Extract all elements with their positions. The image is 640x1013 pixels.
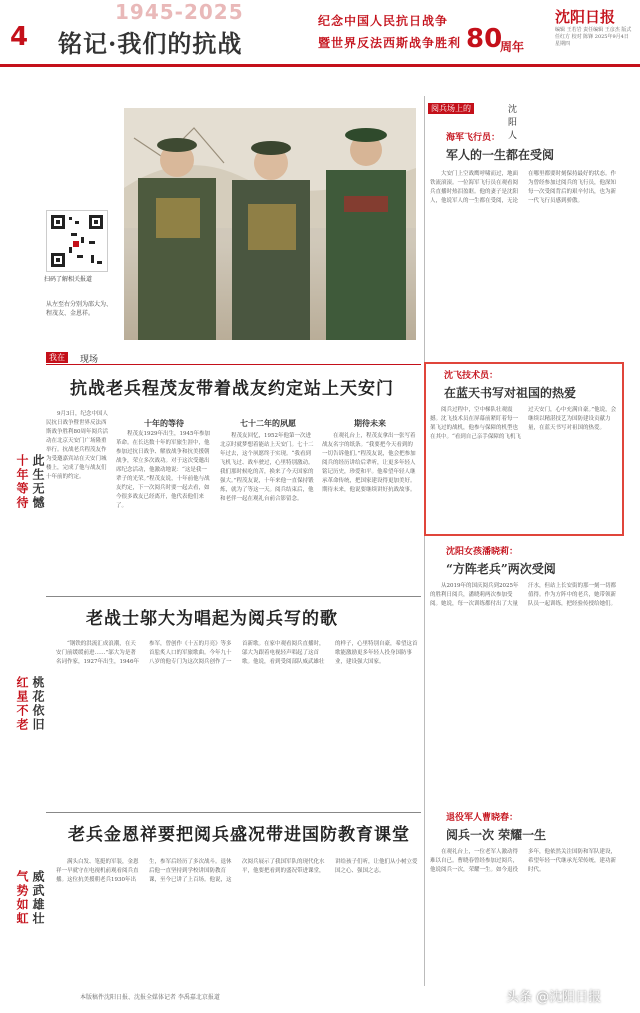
main-col3-text: 在观礼台上，程茂友拿出一张写着战友名字的纸条。“我要把今天看到的一切告诉他们。”程茂友说，他会把参加阅兵的经历讲给后辈听，让更多年轻人铭记历史，珍爱和平。他希望年轻人继承革命传统，把国家建设得更加美好。期待未来，他说要继续讲好抗战故事。 — [322, 433, 416, 493]
footer-note: 本版稿件沈阳日报、沈报全媒体记者 李禹嘉北京报道 — [80, 994, 220, 1001]
article3-sidebar-black: 威武雄壮 — [31, 870, 45, 926]
story2-text: 阅兵过程中，空中梯队壮观震撼。沈飞技术员在屏幕前紧盯着每一架飞过的战机，他参与保障的机型也在其中。“看到自己亲手保障的飞机飞过天安门，心中充满自豪。”他说，会继续以精湛技艺为国防建设贡献力量，在蓝天书写对祖国的热爱。 — [430, 407, 617, 440]
story1-body — [430, 170, 620, 356]
main-lead-text: 9月3日，纪念中国人民抗日战争暨世界反法西斯战争胜利80周年阅兵活动在北京天安门广场隆重举行。抗战老兵程茂友作为受邀嘉宾站在天安门城楼上，完成了他与战友们十年前的约定。 — [46, 411, 108, 480]
story4-body — [430, 848, 620, 980]
anniversary-unit: 周年 — [500, 40, 525, 54]
main-col3 — [322, 432, 418, 582]
page-header — [0, 0, 640, 66]
section-tag: 我在 — [46, 352, 68, 363]
years-banner: 1945-2025 — [115, 0, 244, 24]
article-divider-2 — [46, 812, 421, 813]
story3-sub: 沈阳女孩潘晓莉： — [446, 547, 519, 557]
main-col2-text: 程茂友回忆，1952年他第一次进北京时就梦想着能站上天安门。七十二年过去，这个夙愿终于实现。“我看到飞机飞过、战车驶过，心里特别激动。我们那时候吃的苦，换来了今天国家的强大。”程茂友说，十年来他一直保持锻炼，就为了等这一天。阅兵结束后，他和老伴一起在观礼台前合影留念。 — [220, 433, 314, 502]
article3-text: 满头白发、笔挺的军装，金恩祥一早就守在电视机前观看阅兵直播。这位抗美援朝老兵1930年出生，参军后经历了多次战斗。退休后他一直坚持到学校讲国防教育课，至今已讲了上百场。他说，这次阅兵展示了我国军队的现代化水平，他要把看到的盛况带进课堂，讲给孩子们听，让他们从小树立爱国之心、强国之志。 — [56, 859, 418, 883]
right-section-label: 沈阳人 — [508, 105, 518, 141]
source-watermark: 头条 @沈阳日报 — [506, 990, 602, 1005]
right-section-tag: 阅兵场上的 — [428, 103, 474, 114]
article2-headline: 老战士邬大为唱起为阅兵写的歌 — [86, 609, 338, 629]
story3-body — [430, 582, 620, 802]
story1-text: 大安门上空战鹰呼啸而过，地面铁流滚滚。一位海军飞行员在观看阅兵直播时热泪盈眶。他的妻子是沈阳人，他说军人的一生都在受阅，无论在哪里都要时刻保持最好的状态。作为曾经参加过阅兵的飞行员，他深知每一次受阅背后的艰辛付出，也为新一代飞行员感到骄傲。 — [430, 171, 617, 204]
page-number: 4 — [10, 22, 29, 52]
story1-headline: 军人的一生都在受阅 — [446, 148, 555, 162]
article3-headline: 老兵金恩祥要把阅兵盛况带进国防教育课堂 — [68, 825, 410, 845]
column-divider — [424, 96, 425, 986]
main-headline: 抗战老兵程茂友带着战友约定站上天安门 — [70, 379, 394, 399]
photo-caption: 从左至右分别为邵大为、程茂友、金恩祥。 — [46, 301, 113, 317]
story4-text: 在观礼台上，一位老军人激动得难以自已。曹晓春曾经参加过阅兵，他说阅兵一次，荣耀一生。如今退役多年，他依然关注国防和军队建设，希望年轻一代继承光荣传统，建功新时代。 — [430, 849, 617, 873]
section-bar — [46, 351, 421, 365]
page-title: 铭记·我们的抗战 — [58, 29, 243, 58]
story3-headline: “方阵老兵”两次受阅 — [446, 562, 556, 576]
paper-logo: 沈阳日报 — [555, 8, 616, 26]
story3-text: 从2019年的国庆阅兵到2025年的胜利日阅兵，潘晓莉两次参加受阅。她说，每一次训练都付出了大量汗水，但站上长安街的那一刻一切都值得。作为方阵中的老兵，她带领新队员一起训练，把经验传授给她们。 — [430, 583, 617, 607]
article3-body — [56, 858, 420, 982]
article2-body — [56, 640, 420, 808]
qr-code-icon — [47, 211, 107, 271]
main-col1-text: 程茂友1929年出生，1945年参加革命。在长达数十年的军旅生涯中，他参加过抗日战争、解放战争和抗美援朝战争，荣立多次战功。对于这次受邀出席纪念活动，他激动地说：“这是我一辈子的光荣。”程茂友说，十年前他与战友约定，下一次阅兵时要一起去看，如今很多战友已经离开，他代表他们来了。 — [116, 431, 210, 509]
article2-text: “钢铁的洪流汇成浪潮，在天安门前缓缓前进……”邬大为是著名词作家，1927年出生，1946年参军，曾创作《十五的月亮》等多首脍炙人口的军旅歌曲。今年九十八岁的他专门为这次阅兵创作了一首新歌。在家中观看阅兵直播时，邬大为跟着电视轻声唱起了这首歌。他说，看到受阅部队威武雄壮的样子，心里特别自豪，希望这首歌能激励更多年轻人投身国防事业，建设强大国家。 — [56, 641, 418, 665]
story4-headline: 阅兵一次 荣耀一生 — [446, 828, 547, 842]
article-divider-1 — [46, 596, 421, 597]
subtitle-line-2: 暨世界反法西斯战争胜利 — [318, 36, 462, 50]
veterans-illustration — [124, 108, 416, 340]
main-sidebar-red: 十年等待 — [15, 454, 29, 510]
main-col3-subhead: 期待未来 — [354, 418, 386, 428]
article2-sidebar-red: 红星不老 — [15, 676, 29, 732]
header-divider — [0, 64, 640, 67]
editor-meta: 编辑 王若岩 责任编辑 王彦杰 版式 任红方 校对 陈锋 2025年9月4日 星期四 — [555, 27, 632, 47]
section-label: 现场 — [80, 355, 99, 365]
anniversary-number: 80 — [466, 24, 503, 54]
qr-label: 扫码了解相关报道 — [44, 276, 93, 283]
subtitle-line-1: 纪念中国人民抗日战争 — [318, 14, 449, 28]
story2-body — [430, 406, 620, 530]
main-col1 — [116, 430, 212, 590]
veterans-photo — [124, 108, 416, 340]
story2-sub: 沈飞技术员： — [444, 371, 499, 381]
qr-code[interactable] — [46, 210, 108, 272]
main-sidebar-black: 此生无憾 — [31, 454, 45, 510]
article2-sidebar-black: 桃花依旧 — [31, 676, 45, 732]
article3-sidebar-red: 气势如虹 — [15, 870, 29, 926]
story1-sub: 海军飞行员： — [446, 133, 501, 143]
main-col1-subhead: 十年的等待 — [144, 418, 184, 428]
main-col2-subhead: 七十二年的夙愿 — [240, 418, 296, 428]
main-lead — [46, 410, 108, 600]
story2-headline: 在蓝天书写对祖国的热爱 — [444, 386, 577, 400]
main-col2 — [220, 432, 316, 552]
story4-sub: 退役军人曹晓春： — [446, 813, 519, 823]
